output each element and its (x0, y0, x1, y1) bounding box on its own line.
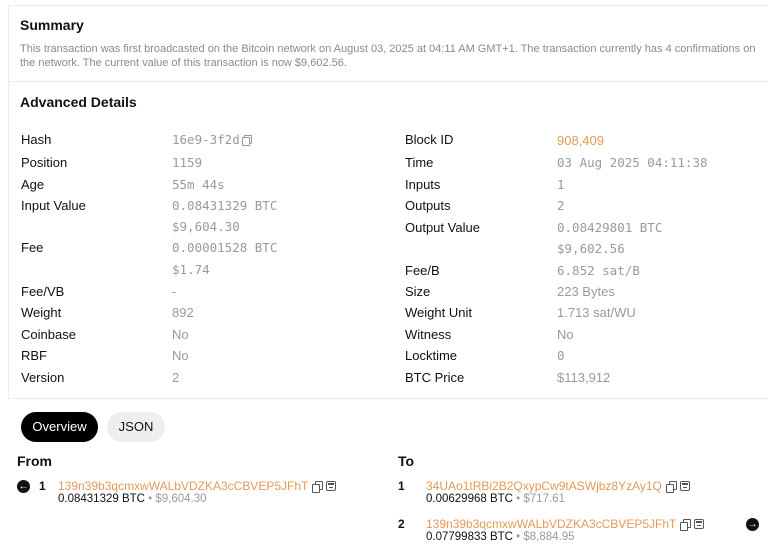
summary-title: Summary (20, 17, 84, 33)
explorer-icon[interactable] (694, 519, 704, 529)
to-item-btc: 0.07799833 BTC (426, 531, 513, 543)
to-item-index: 1 (398, 479, 405, 493)
arrow-left-icon[interactable]: ← (18, 481, 29, 492)
explorer-icon[interactable] (680, 481, 690, 491)
copy-icon[interactable] (242, 135, 251, 145)
tab-overview[interactable]: Overview (21, 412, 98, 442)
from-item-usd: $9,604.30 (155, 493, 207, 505)
from-item-index: 1 (39, 479, 46, 493)
from-item-btc: 0.08431329 BTC (58, 493, 145, 505)
size-value: 223 Bytes (557, 284, 615, 299)
version-label: Version (21, 370, 65, 385)
copy-icon[interactable] (312, 481, 322, 491)
weight-value: 892 (172, 305, 194, 320)
to-item-address-wrap (426, 517, 704, 531)
summary-text: This transaction was first broadcasted on the Bitcoin network on August 03, 2025 at 04:11 AM GMT+1. The transaction currently has 4 confirmations on the network. The current value of this transaction is now $9,602.56. (20, 43, 756, 69)
weight-unit-value: 1.713 sat/WU (557, 305, 636, 320)
witness-value: No (557, 327, 574, 342)
weight-unit-label: Weight Unit (405, 305, 472, 320)
to-item-amount (426, 531, 575, 543)
weight-label: Weight (21, 305, 62, 320)
time-value: 03 Aug 2025 04:11:38 (557, 155, 708, 170)
summary-card (8, 5, 768, 82)
block-id-label: Block ID (405, 132, 454, 147)
amount-separator: • (516, 531, 521, 543)
input-value-btc: 0.08431329 BTC (172, 198, 278, 213)
position-value: 1159 (172, 155, 203, 170)
advanced-details-title: Advanced Details (20, 94, 137, 110)
fee-vb-label: Fee/VB (21, 284, 65, 299)
locktime-label: Locktime (405, 348, 458, 363)
fee-usd: $1.74 (172, 262, 210, 277)
copy-icon[interactable] (666, 481, 676, 491)
inputs-label: Inputs (405, 177, 441, 192)
to-item-address[interactable]: 139n39b3qcmxwWALbVDZKA3cCBVEP5JFhT (426, 517, 677, 531)
age-value: 55m 44s (172, 177, 225, 192)
to-title: To (398, 453, 415, 469)
fee-label: Fee (21, 240, 44, 255)
outputs-value: 2 (557, 198, 565, 213)
output-value-label: Output Value (405, 220, 480, 235)
to-item-address[interactable]: 34UAo1tRBi2B2QxypCw9tASWjbz8YzAy1Q (426, 479, 662, 493)
arrow-right-icon[interactable]: → (747, 519, 758, 530)
from-item-amount (58, 493, 207, 505)
time-label: Time (405, 155, 434, 170)
to-item-index: 2 (398, 517, 405, 531)
to-item-usd: $8,884.95 (523, 531, 575, 543)
amount-separator: • (148, 493, 153, 505)
witness-label: Witness (405, 327, 452, 342)
rbf-value: No (172, 348, 189, 363)
output-value-usd: $9,602.56 (557, 241, 625, 256)
rbf-label: RBF (21, 348, 47, 363)
copy-icon[interactable] (680, 519, 690, 529)
advanced-details-card (8, 82, 768, 399)
fee-b-value: 6.852 sat/B (557, 263, 640, 278)
locktime-value: 0 (557, 348, 565, 363)
outputs-label: Outputs (405, 198, 451, 213)
size-label: Size (405, 284, 431, 299)
hash-label: Hash (21, 132, 52, 147)
to-item-btc: 0.00629968 BTC (426, 493, 513, 505)
inputs-value: 1 (557, 177, 565, 192)
to-item-amount (426, 493, 565, 505)
fee-btc: 0.00001528 BTC (172, 240, 278, 255)
amount-separator: • (516, 493, 521, 505)
output-value-btc: 0.08429801 BTC (557, 220, 663, 235)
to-item-usd: $717.61 (523, 493, 565, 505)
from-item-address-wrap (58, 479, 336, 493)
coinbase-label: Coinbase (21, 327, 76, 342)
input-value-label: Input Value (21, 198, 86, 213)
btc-price-value: $113,912 (557, 370, 611, 385)
input-value-usd: $9,604.30 (172, 219, 240, 234)
from-item-address[interactable]: 139n39b3qcmxwWALbVDZKA3cCBVEP5JFhT (58, 479, 309, 493)
to-item-address-wrap (426, 479, 690, 493)
tab-json[interactable]: JSON (107, 412, 165, 442)
hash-value-wrap (172, 132, 251, 148)
from-title: From (17, 453, 52, 469)
coinbase-value: No (172, 327, 189, 342)
age-label: Age (21, 177, 45, 192)
version-value: 2 (172, 370, 180, 385)
position-label: Position (21, 155, 68, 170)
hash-value: 16e9-3f2d (172, 132, 240, 147)
btc-price-label: BTC Price (405, 370, 465, 385)
block-id-link[interactable]: 908,409 (557, 133, 604, 148)
fee-b-label: Fee/B (405, 263, 440, 278)
fee-vb-value: - (172, 284, 177, 299)
explorer-icon[interactable] (326, 481, 336, 491)
